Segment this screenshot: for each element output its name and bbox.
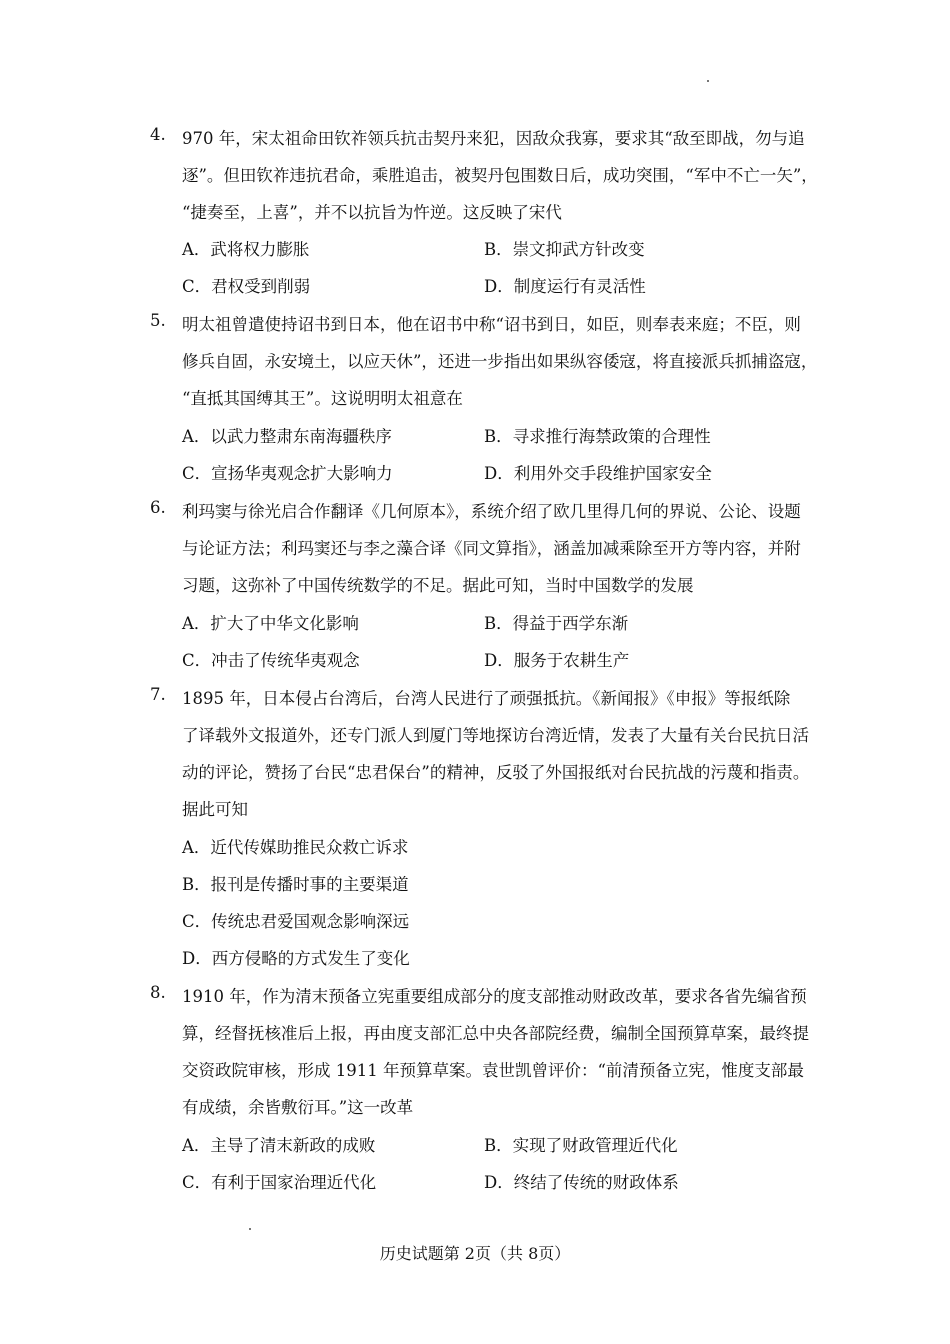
scan-mark-top xyxy=(707,80,709,82)
option-b[interactable]: B．实现了财政管理近代化 xyxy=(484,1136,678,1155)
question-stem-line: 据此可知 xyxy=(182,800,248,819)
option-a[interactable]: A．武将权力膨胀 xyxy=(182,240,310,259)
option-b[interactable]: B．报刊是传播时事的主要渠道 xyxy=(182,875,409,894)
option-c[interactable]: C．传统忠君爱国观念影响深远 xyxy=(182,912,410,931)
option-c[interactable]: C．冲击了传统华夷观念 xyxy=(182,651,360,670)
question-stem-line: “捷奏至，上喜”，并不以抗旨为忤逆。这反映了宋代 xyxy=(182,203,562,222)
option-b[interactable]: B．得益于西学东渐 xyxy=(484,614,629,633)
question-stem-line: 算，经督抚核准后上报，再由度支部汇总中央各部院经费，编制全国预算草案，最终提 xyxy=(182,1024,809,1043)
option-c[interactable]: C．君权受到削弱 xyxy=(182,277,311,296)
question-number: 5. xyxy=(150,311,166,330)
question-stem-line: 逐”。但田钦祚违抗君命，乘胜追击，被契丹包围数日后，成功突围，“军中不亡一矢”， xyxy=(182,166,818,185)
question-stem-line: 交资政院审核，形成 1911 年预算草案。袁世凯曾评价：“前清预备立宪，惟度支部最 xyxy=(182,1061,804,1080)
page-footer: 历史试题第 2页（共 8页） xyxy=(379,1244,571,1263)
question-stem-line: 明太祖曾遣使持诏书到日本，他在诏书中称“诏书到日，如臣，则奉表来庭；不臣，则 xyxy=(182,315,801,334)
question-number: 6. xyxy=(150,498,166,517)
question-stem-line: 习题，这弥补了中国传统数学的不足。据此可知，当时中国数学的发展 xyxy=(182,576,694,595)
option-a[interactable]: A．扩大了中华文化影响 xyxy=(182,614,359,633)
option-d[interactable]: D．利用外交手段维护国家安全 xyxy=(484,464,712,483)
option-b[interactable]: B．寻求推行海禁政策的合理性 xyxy=(484,427,711,446)
question-stem-line: 有成绩，余皆敷衍耳。”这一改革 xyxy=(182,1098,414,1117)
option-a[interactable]: A．主导了清末新政的成败 xyxy=(182,1136,376,1155)
question-number: 7. xyxy=(150,685,166,704)
question-stem-line: 修兵自固，永安境土，以应天休”，还进一步指出如果纵容倭寇，将直接派兵抓捕盗寇， xyxy=(182,352,818,371)
option-d[interactable]: D．终结了传统的财政体系 xyxy=(484,1173,679,1192)
option-b[interactable]: B．崇文抑武方针改变 xyxy=(484,240,645,259)
option-d[interactable]: D．服务于农耕生产 xyxy=(484,651,630,670)
question-stem-line: 动的评论，赞扬了台民“忠君保台”的精神，反驳了外国报纸对台民抗战的污蔑和指责。 xyxy=(182,763,810,782)
question-number: 4. xyxy=(150,125,166,144)
question-stem-line: 利玛窦与徐光启合作翻译《几何原本》，系统介绍了欧几里得几何的界说、公论、设题 xyxy=(182,502,801,521)
question-stem-line: “直抵其国缚其王”。这说明明太祖意在 xyxy=(182,389,463,408)
option-d[interactable]: D．制度运行有灵活性 xyxy=(484,277,646,296)
question-stem-line: 与论证方法；利玛窦还与李之藻合译《同文算指》，涵盖加减乘除至开方等内容，并附 xyxy=(182,539,801,558)
option-d[interactable]: D．西方侵略的方式发生了变化 xyxy=(182,949,410,968)
question-number: 8. xyxy=(150,983,166,1002)
question-stem-line: 1895 年，日本侵占台湾后，台湾人民进行了顽强抵抗。《新闻报》《申报》等报纸除 xyxy=(182,689,791,708)
option-a[interactable]: A．以武力整肃东南海疆秩序 xyxy=(182,427,392,446)
question-stem-line: 970 年，宋太祖命田钦祚领兵抗击契丹来犯，因敌众我寡，要求其“敌至即战，勿与追 xyxy=(182,129,805,148)
option-a[interactable]: A．近代传媒助推民众救亡诉求 xyxy=(182,838,409,857)
question-stem-line: 了译载外文报道外，还专门派人到厦门等地探访台湾近情，发表了大量有关台民抗日活 xyxy=(182,726,809,745)
question-stem-line: 1910 年，作为清末预备立宪重要组成部分的度支部推动财政改革，要求各省先编省预 xyxy=(182,987,807,1006)
option-c[interactable]: C．宣扬华夷观念扩大影响力 xyxy=(182,464,393,483)
option-c[interactable]: C．有利于国家治理近代化 xyxy=(182,1173,377,1192)
scan-mark-bottom xyxy=(249,1228,251,1230)
